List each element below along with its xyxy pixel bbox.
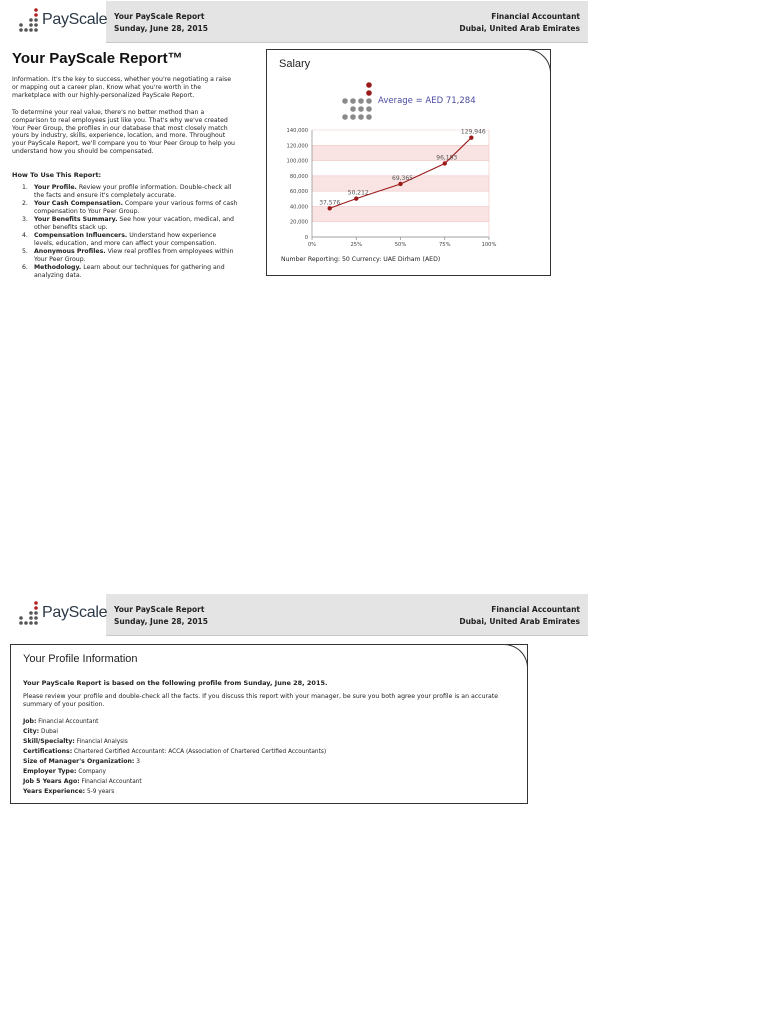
profile-fields (23, 717, 326, 797)
y-tick-label: 120,000 (286, 143, 308, 150)
salary-point (443, 161, 447, 165)
profile-card (10, 644, 528, 804)
payscale-logo (8, 594, 106, 636)
average-icon-dot (342, 114, 348, 120)
average-icon-dot (350, 98, 356, 104)
y-tick-label: 40,000 (289, 204, 308, 211)
header-job: Financial Accountant (491, 12, 580, 21)
y-tick-label: 80,000 (289, 173, 308, 180)
average-icon-dot (358, 106, 364, 112)
salary-point-label: 37,576 (319, 199, 341, 207)
header-report-title: Your PayScale Report (114, 605, 205, 614)
grid-band (312, 206, 489, 221)
salary-title: Salary (279, 58, 311, 70)
average-salary-label: Average = AED 71,284 (378, 96, 476, 106)
header-report-title: Your PayScale Report (114, 12, 205, 21)
card-corner (504, 644, 528, 668)
profile-field-experience: Years Experience: 5-9 years (23, 788, 115, 795)
profile-subtitle: Your PayScale Report is based on the following profile from Sunday, June 28, 2015. (23, 679, 328, 687)
header-location: Dubai, United Arab Emirates (459, 24, 580, 33)
howto-steps-list (12, 184, 238, 281)
intro-paragraph-2: To determine your real value, there's no better method than a comparison to real employees just like you. That's why we've created Your Peer Group, the profiles in our database that most closely match yours by industry, skills, experience, location, and more. Throughout your PayScale Report, we'll compare you to Your Peer Group to help you understand how you should be compensated. (12, 109, 235, 155)
grid-band (312, 145, 489, 160)
y-tick-label: 60,000 (289, 189, 308, 196)
average-icon-dot (366, 98, 372, 104)
y-tick-label: 140,000 (286, 128, 308, 134)
salary-point (469, 135, 473, 139)
x-tick-label: 75% (438, 242, 451, 248)
salary-point (328, 206, 332, 210)
intro-paragraph-1: Information. It's the key to success, whether you're negotiating a raise or mapping out a career plan. Know what you're worth in the marketplace with our highly-personalized PayScale Report. (12, 76, 232, 99)
payscale-logo-icon (16, 7, 42, 37)
x-tick-label: 50% (394, 242, 407, 248)
howto-step: 4. Compensation Influencers. Understand how experience levels, education, and more can affect your compensation. (22, 232, 217, 248)
y-tick-label: 0 (304, 235, 308, 241)
chart-footer: Number Reporting: 50 Currency: UAE Dirham (AED) (281, 256, 441, 263)
howto-step: 5. Anonymous Profiles. View real profiles from employees within Your Peer Group. (22, 248, 234, 264)
x-tick-label: 100% (481, 242, 497, 248)
logo-text: PayScale (42, 11, 108, 28)
profile-field-skill: Skill/Specialty: Financial Analysis (23, 738, 128, 745)
salary-point-label: 129,946 (460, 128, 486, 136)
header-job: Financial Accountant (491, 605, 580, 614)
howto-step: 1. Your Profile. Review your profile information. Double-check all the facts and ensure it's completely accurate. (22, 184, 232, 199)
salary-point-label: 69,365 (392, 174, 413, 182)
average-icon-dot (342, 98, 348, 104)
logo-text: PayScale (42, 604, 108, 621)
salary-point-label: 50,212 (347, 189, 369, 197)
x-tick-label: 0% (307, 242, 317, 248)
report-header (8, 1, 588, 43)
profile-field-job: Job: Financial Accountant (23, 718, 99, 725)
profile-field-city: City: Dubai (23, 728, 58, 735)
header-location: Dubai, United Arab Emirates (459, 617, 580, 626)
profile-title: Your Profile Information (23, 653, 138, 665)
profile-field-certifications: Certifications: Chartered Certified Accountant: ACCA (Association of Chartered Certified Accountants) (23, 748, 327, 755)
salary-chart (267, 50, 552, 277)
average-icon-dot (358, 98, 364, 104)
salary-point-label: 96,193 (436, 154, 458, 162)
howto-heading: How To Use This Report: (12, 171, 102, 179)
profile-field-org-size: Size of Manager's Organization: 3 (23, 758, 140, 765)
y-tick-label: 100,000 (286, 158, 308, 165)
average-icon-dot (366, 114, 372, 120)
howto-step: 6. Methodology. Learn about our techniques for gathering and analyzing data. (22, 264, 225, 280)
header-date: Sunday, June 28, 2015 (114, 24, 208, 33)
profile-field-employer-type: Employer Type: Company (23, 768, 106, 775)
howto-step: 3. Your Benefits Summary. See how your vacation, medical, and other benefits stack up. (22, 216, 234, 231)
howto-step: 2. Your Cash Compensation. Compare your various forms of cash compensation to Your Peer Group. (22, 200, 238, 215)
x-tick-label: 25% (350, 242, 363, 248)
average-icon-dot (366, 90, 372, 96)
y-tick-label: 20,000 (289, 219, 308, 226)
profile-field-job-5-years-ago: Job 5 Years Ago: Financial Accountant (23, 778, 142, 785)
average-icon-dot (350, 114, 356, 120)
payscale-logo (8, 1, 106, 43)
salary-point (354, 196, 358, 200)
salary-card (266, 49, 551, 276)
profile-description: Please review your profile and double-check all the facts. If you discuss this report with your manager, be sure you both agree your profile is an accurate summary of your position. (23, 693, 499, 708)
header-date: Sunday, June 28, 2015 (114, 617, 208, 626)
average-icon-dot (366, 82, 372, 88)
average-icon-dot (350, 106, 356, 112)
average-icon-dot (366, 106, 372, 112)
salary-point (398, 182, 402, 186)
average-icon-dot (358, 114, 364, 120)
report-header-page-2 (8, 594, 588, 636)
payscale-logo-icon (16, 600, 42, 630)
page-title: Your PayScale Report™ (12, 50, 183, 67)
